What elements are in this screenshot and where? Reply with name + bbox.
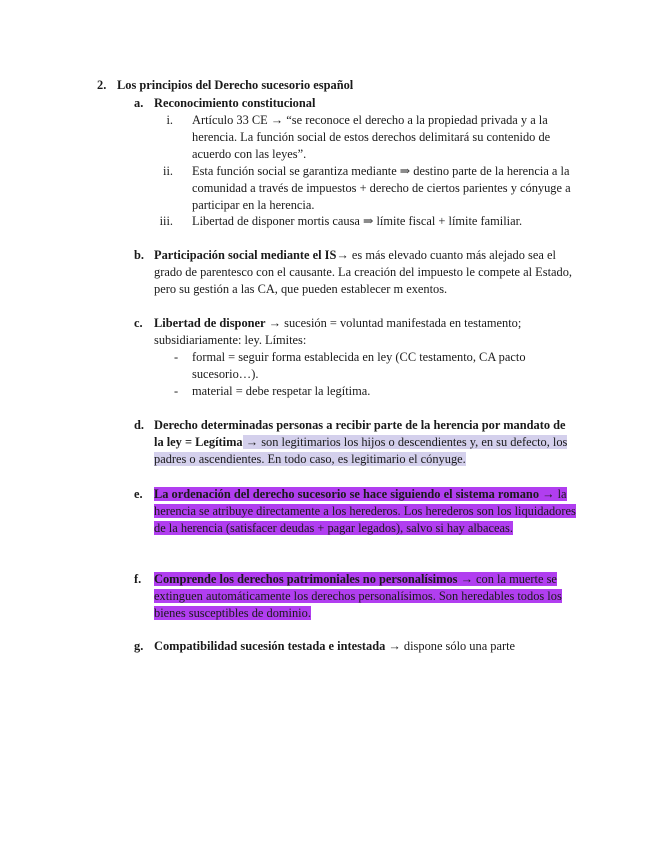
item-a-sub-3-text: Libertad de disponer mortis causa ⇒ límite fiscal + límite familiar. bbox=[192, 214, 523, 228]
item-c-bullet-2-text: material = debe respetar la legítima. bbox=[192, 384, 371, 398]
item-g-label: g. bbox=[134, 639, 144, 653]
item-a-sub-1-text: Artículo 33 CE → “se reconoce el derecho a la propiedad privada y a la herencia. La función social de estos derechos delimitará su contenido de acuerdo con las leyes”. bbox=[192, 113, 551, 161]
item-a-sub-3-num: iii. bbox=[159, 214, 173, 228]
item-c-bullet-1-dash: - bbox=[174, 350, 179, 364]
item-a-sub-2-text: Esta función social se garantiza mediante ⇒ destino parte de la herencia a la comunidad a través de impuestos + derecho de ciertos parientes y cónyuge a participar en la herencia. bbox=[192, 164, 571, 212]
item-a-label: a. bbox=[134, 96, 144, 110]
item-b-label: b. bbox=[134, 248, 144, 262]
item-e-text: → la herencia se atribuye directamente a los herederos. Los herederos son los liquidadores de la herencia (satisfacer deudas + pagar legados), salvo si hay albaceas. bbox=[154, 487, 576, 535]
item-b-paragraph bbox=[154, 247, 576, 298]
item-d-text: → son legitimarios los hijos o descendientes y, en su defecto, los padres o ascendientes. En todo caso, es legitimario el cónyuge. bbox=[154, 435, 568, 466]
item-d-label: d. bbox=[134, 418, 144, 432]
item-a-title: Reconocimiento constitucional bbox=[154, 96, 316, 110]
section-number: 2. bbox=[97, 78, 107, 92]
item-c-paragraph bbox=[154, 315, 576, 349]
item-c-bullet-2-dash: - bbox=[174, 384, 179, 398]
item-a-sub-1-num: i. bbox=[166, 113, 173, 127]
item-e-bold: La ordenación del derecho sucesorio se hace siguiendo el sistema romano bbox=[154, 487, 540, 501]
item-c-label: c. bbox=[134, 316, 143, 330]
item-c-bullet-1-text: formal = seguir forma establecida en ley (CC testamento, CA pacto sucesorio…). bbox=[192, 350, 526, 381]
section-title: Los principios del Derecho sucesorio español bbox=[117, 78, 354, 92]
item-g-paragraph bbox=[154, 638, 580, 655]
item-d-paragraph bbox=[154, 417, 578, 468]
item-c-text: → sucesión = voluntad manifestada en testamento; subsidiariamente: ley. Límites: bbox=[154, 316, 522, 347]
item-f-label: f. bbox=[134, 572, 142, 586]
item-g-text: → dispone sólo una parte bbox=[385, 639, 516, 653]
item-d-bold: Derecho determinadas personas a recibir parte de la herencia por mandato de la ley = Legítima bbox=[154, 418, 566, 449]
item-f-paragraph bbox=[154, 571, 580, 622]
item-c-bold: Libertad de disponer bbox=[154, 316, 266, 330]
item-b-text: → es más elevado cuanto más alejado sea el grado de parentesco con el causante. La creación del impuesto le compete al Estado, pero su gestión a las CA, que pueden establecer m exentos. bbox=[154, 248, 573, 296]
item-e-paragraph bbox=[154, 486, 580, 537]
item-b-bold: Participación social mediante el IS bbox=[154, 248, 337, 262]
item-f-bold: Comprende los derechos patrimoniales no personalísimos bbox=[154, 572, 458, 586]
item-a-sub-2-num: ii. bbox=[163, 164, 173, 178]
item-g-bold: Compatibilidad sucesión testada e intestada bbox=[154, 639, 386, 653]
item-e-label: e. bbox=[134, 487, 143, 501]
item-f-text: → con la muerte se extinguen automáticamente los derechos personalísimos. Son heredables todos los bienes susceptibles de dominio. bbox=[154, 572, 562, 620]
